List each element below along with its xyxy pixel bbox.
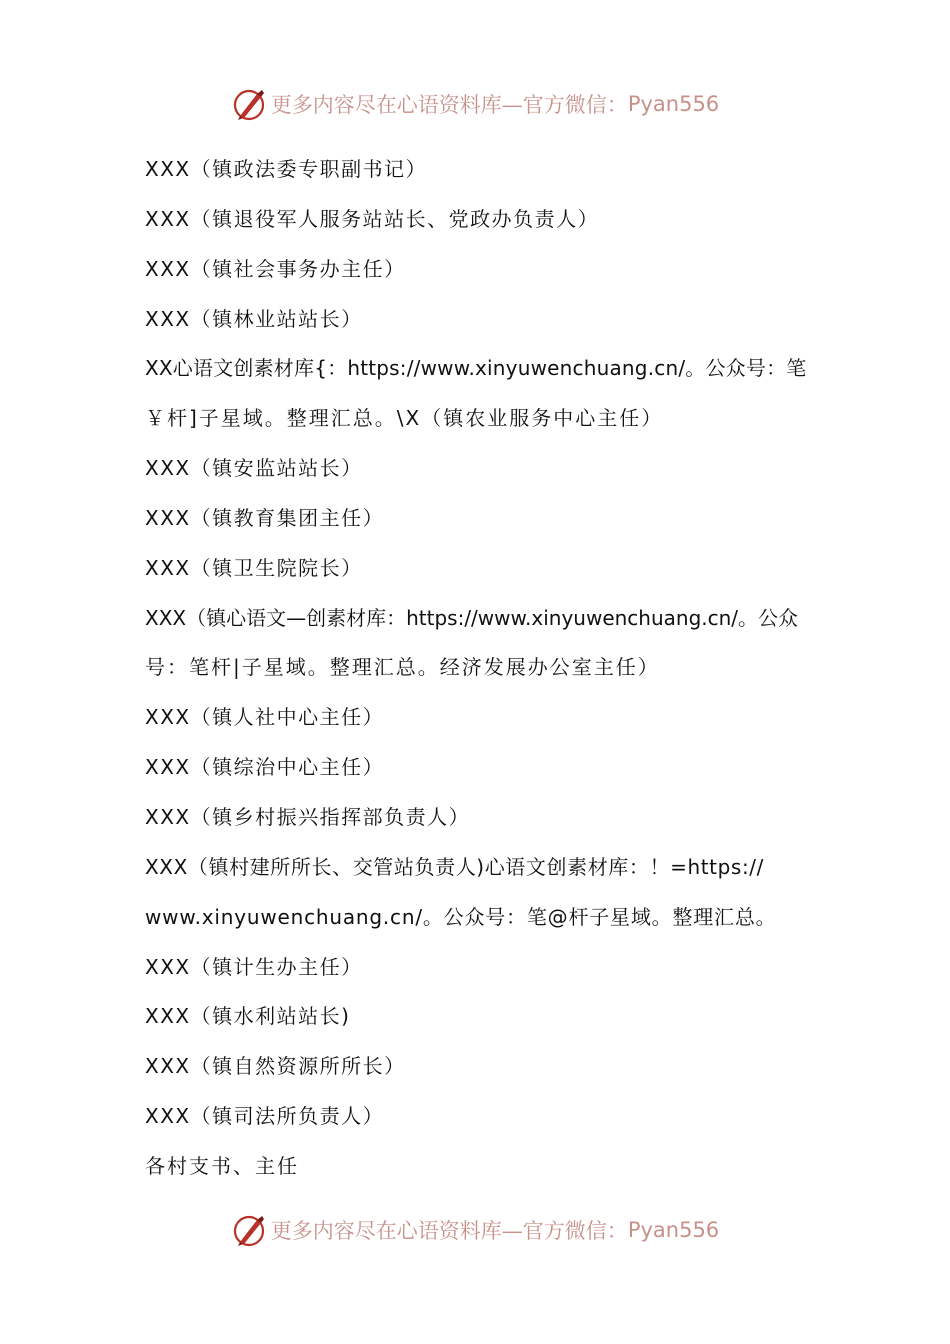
pen-nib-seal-icon bbox=[231, 86, 267, 122]
document-line: XXX（镇村建所所长、交管站负责人)心语文创素材库：！=https:// bbox=[145, 854, 764, 879]
document-line: XXX（镇安监站站长） bbox=[145, 456, 363, 481]
document-line: XXX（镇心语文—创素材库：https://www.xinyuwenchuang.cn/。公众 bbox=[145, 605, 799, 630]
document-line: ￥杆]子星域。整理汇总。\X（镇农业服务中心主任） bbox=[145, 406, 664, 431]
document-line: XXX（镇综治中心主任） bbox=[145, 755, 385, 780]
pen-nib-seal-icon bbox=[231, 1212, 267, 1248]
document-line: XXX（镇人社中心主任） bbox=[145, 705, 385, 730]
banner-wechat-id: Pyan556 bbox=[627, 1218, 720, 1242]
document-line: XXX（镇退役军人服务站站长、党政办负责人） bbox=[145, 206, 600, 231]
banner-slogan: 更多内容尽在心语资料库—官方微信： bbox=[270, 1219, 628, 1243]
document-line: XXX（镇水利站站长) bbox=[145, 1004, 351, 1029]
document-line: 各村支书、主任 bbox=[145, 1153, 299, 1178]
document-line: XXX（镇司法所负责人） bbox=[145, 1104, 385, 1129]
document-line: XXX（镇卫生院院长） bbox=[145, 555, 363, 580]
document-line: XX心语文创素材库{：https://www.xinyuwenchuang.cn/。公众号：笔 bbox=[145, 356, 807, 381]
document-line: XXX（镇林业站站长） bbox=[145, 306, 363, 331]
document-line: XXX（镇教育集团主任） bbox=[145, 505, 385, 530]
header-banner bbox=[0, 82, 950, 126]
document-line: XXX（镇乡村振兴指挥部负责人） bbox=[145, 804, 471, 829]
document-line: XXX（镇自然资源所所长） bbox=[145, 1054, 406, 1079]
document-line: XXX（镇社会事务办主任） bbox=[145, 256, 406, 281]
document-line: XXX（镇计生办主任） bbox=[145, 954, 363, 979]
banner-wechat-id: Pyan556 bbox=[627, 92, 720, 116]
banner-slogan: 更多内容尽在心语资料库—官方微信： bbox=[270, 93, 628, 117]
footer-banner bbox=[0, 1208, 950, 1252]
document-line: www.xinyuwenchuang.cn/。公众号：笔@杆子星域。整理汇总。 bbox=[145, 904, 777, 929]
document-line: XXX（镇政法委专职副书记） bbox=[145, 157, 428, 181]
document-body bbox=[145, 145, 810, 1192]
document-line: 号：笔杆|子星域。整理汇总。经济发展办公室主任） bbox=[145, 655, 660, 680]
